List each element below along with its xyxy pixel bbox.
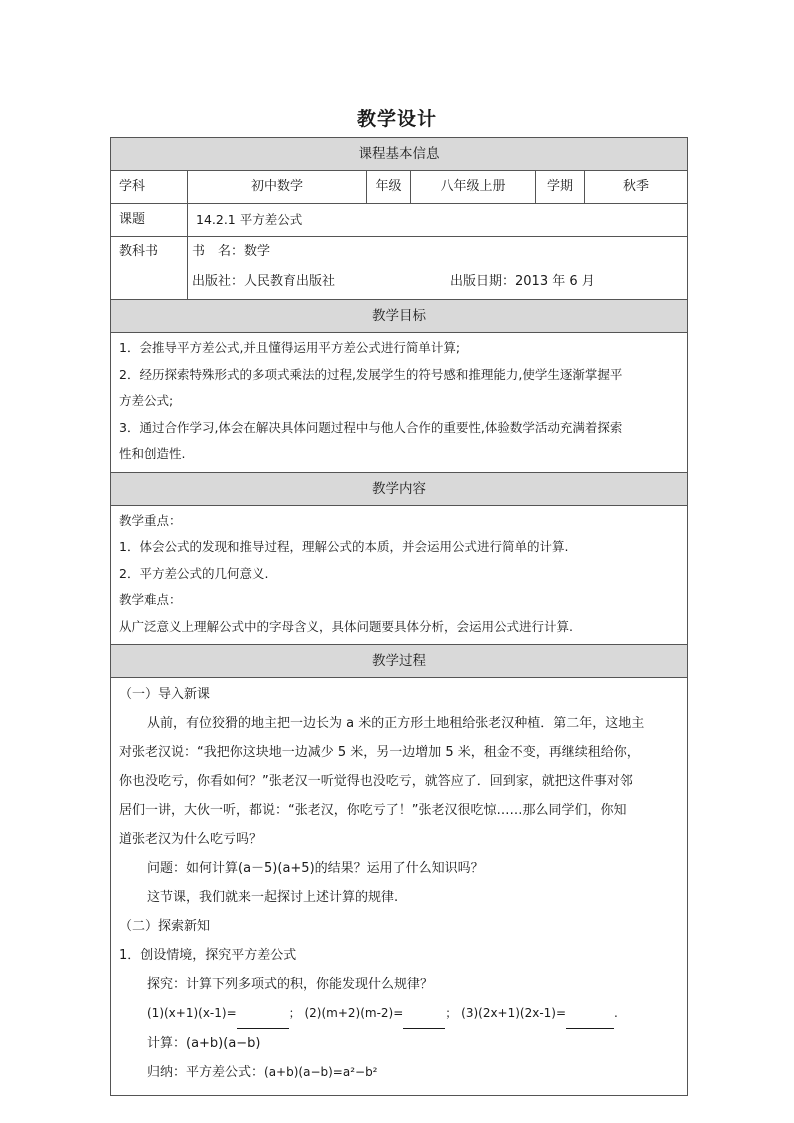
exercise-3-blank[interactable] (566, 999, 614, 1029)
step-1-title: 1．创设情境，探究平方差公式 (119, 948, 297, 963)
exercise-1: (1)(x+1)(x-1)= (147, 1006, 237, 1020)
explore-prompt: 探究：计算下列多项式的积，你能发现什么规律？ (147, 977, 434, 992)
separator-2: ； (445, 1006, 458, 1020)
document-title: 教学设计 (356, 108, 437, 130)
subject-value: 初中数学 (188, 171, 367, 203)
subject-label: 学科 (111, 171, 188, 203)
textbook-row (111, 237, 687, 300)
exercise-3: (3)(2x+1)(2x-1)= (461, 1006, 567, 1020)
story-line-4: 居们一讲，大伙一听，都说：“张老汉，你吃亏了！”张老汉很吃惊……那么同学们，你知 (119, 803, 627, 818)
separator-1: ； (288, 1006, 301, 1020)
objective-1: 1．会推导平方差公式,并且懂得运用平方差公式进行简单计算; (119, 340, 461, 355)
exercise-2-blank[interactable] (403, 999, 445, 1029)
process-body (111, 678, 687, 1095)
summary-label: 归纳：平方差公式： (147, 1065, 265, 1080)
objective-3-line-1: 3．通过合作学习,体会在解决具体问题过程中与他人合作的重要性,体验数学活动充满着探索 (119, 419, 623, 435)
topic-value: 14.2.1 平方差公式 (196, 212, 303, 227)
lesson-intro: 这节课，我们就来一起探讨上述计算的规律. (147, 890, 399, 905)
exercise-2: (2)(m+2)(m-2)= (304, 1006, 404, 1020)
textbook-details (188, 237, 687, 299)
objective-3-line-2: 性和创造性. (119, 446, 186, 461)
term-label: 学期 (536, 171, 585, 203)
lesson-plan-table (110, 137, 688, 1096)
publication-date: 出版日期：2013 年 6 月 (450, 274, 595, 289)
difficulty-label: 教学难点： (119, 592, 182, 607)
question: 问题：如何计算(a－5)(a+5)的结果？运用了什么知识吗？ (147, 861, 484, 876)
grade-label: 年级 (367, 171, 411, 203)
exercise-line (119, 999, 679, 1029)
book-name: 书 名：数学 (192, 244, 271, 259)
objective-2-line-2: 方差公式; (119, 393, 174, 408)
story-line-2: 对张老汉说：“我把你这块地一边减少 5 米，另一边增加 5 米，租金不变，再继续租给你， (119, 745, 640, 760)
section-header-basic-info: 课程基本信息 (111, 138, 687, 171)
key-points-label: 教学重点： (119, 512, 182, 528)
calculate-line: 计算：(a+b)(a−b) (147, 1036, 261, 1051)
subject-grade-term-row (111, 171, 687, 204)
objectives-body (111, 333, 687, 473)
summary-line (119, 1058, 679, 1087)
exercise-1-blank[interactable] (237, 999, 289, 1029)
difference-of-squares-formula: (a+b)(a−b)=a²−b² (264, 1065, 378, 1079)
section-explore-title: （二）探索新知 (119, 919, 211, 934)
section-header-content: 教学内容 (111, 473, 687, 506)
exercise-3-end: . (614, 1006, 618, 1020)
story-line-3: 你也没吃亏，你看如何？”张老汉一听觉得也没吃亏，就答应了．回到家，就把这件事对邻 (119, 774, 633, 789)
key-point-1: 1．体会公式的发现和推导过程，理解公式的本质，并会运用公式进行简单的计算. (119, 539, 569, 554)
textbook-label: 教科书 (111, 237, 188, 299)
content-body (111, 506, 687, 646)
topic-row (111, 204, 687, 237)
story-line-1: 从前，有位狡猾的地主把一边长为 a 米的正方形土地租给张老汉种植．第二年，这地主 (147, 716, 645, 731)
topic-label: 课题 (111, 204, 188, 236)
story-line-5: 道张老汉为什么吃亏吗？ (119, 832, 263, 847)
section-intro-title: （一）导入新课 (119, 687, 211, 702)
section-header-process: 教学过程 (111, 645, 687, 678)
term-value: 秋季 (622, 179, 649, 194)
objective-2-line-1: 2．经历探索特殊形式的多项式乘法的过程,发展学生的符号感和推理能力,使学生逐渐掌握平 (119, 366, 623, 382)
publisher-line (192, 267, 687, 297)
difficulty-1: 从广泛意义上理解公式中的字母含义，具体问题要具体分析，会运用公式进行计算. (119, 618, 573, 634)
publisher: 出版社：人民教育出版社 (192, 274, 336, 289)
section-header-objectives: 教学目标 (111, 300, 687, 333)
key-point-2: 2．平方差公式的几何意义. (119, 565, 269, 581)
grade-value: 八年级上册 (411, 171, 536, 203)
